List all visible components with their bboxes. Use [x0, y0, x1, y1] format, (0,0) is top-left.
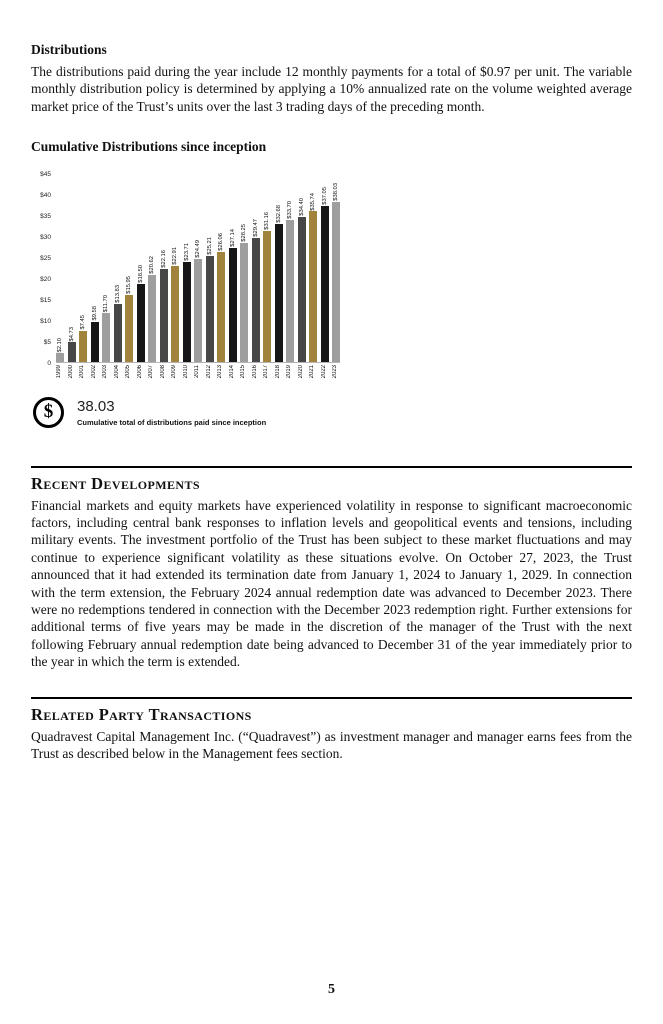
bar-column [137, 172, 145, 362]
bar [194, 259, 202, 362]
bar-column [321, 172, 329, 362]
bar [91, 322, 99, 362]
chart-y-axis [31, 171, 51, 367]
bar-value-label: $33.70 [287, 201, 293, 219]
bar-value-label: $18.50 [137, 265, 144, 284]
bar-column [298, 172, 306, 362]
bar-column [148, 172, 156, 362]
bar [321, 206, 329, 362]
x-tick-label: 2011 [194, 365, 200, 379]
bar [252, 238, 260, 362]
bar-column [183, 172, 191, 362]
bar-value-label: $35.74 [310, 192, 316, 211]
bar [102, 313, 110, 362]
bar-value-label: $25.21 [206, 237, 213, 255]
y-tick-label: $10 [40, 318, 51, 326]
bar-column [68, 172, 76, 362]
bar-value-label: $24.49 [195, 240, 201, 258]
summary-value: 38.03 [77, 397, 115, 415]
bar-column [79, 172, 87, 362]
bar [275, 224, 283, 362]
bar-value-label: $38.03 [333, 182, 339, 201]
bar [286, 220, 294, 362]
x-tick-label: 2014 [228, 365, 235, 379]
y-tick-label: $35 [40, 213, 51, 221]
bar-value-label: $9.58 [91, 306, 98, 321]
y-tick-label: $40 [40, 192, 51, 200]
bar-value-label: $20.62 [149, 256, 155, 275]
x-tick-label: 1999 [56, 365, 62, 379]
chart-summary-text [77, 398, 266, 427]
bar-value-label: $27.14 [229, 228, 236, 247]
bar-value-label: $37.05 [321, 187, 328, 205]
x-tick-label: 2008 [159, 365, 166, 379]
bar-value-label: $32.68 [275, 205, 282, 224]
x-tick-label: 2019 [286, 365, 292, 379]
y-tick-label: 0 [47, 360, 51, 368]
x-tick-label: 2023 [332, 365, 338, 379]
chart-summary [33, 397, 632, 428]
bar [125, 295, 133, 362]
bar-column [102, 172, 110, 362]
bar [148, 275, 156, 362]
bar-column [114, 172, 122, 362]
bar-value-label: $4.73 [68, 326, 75, 342]
y-tick-label: $15 [40, 297, 51, 305]
bar [229, 248, 237, 363]
recent-developments-paragraph: Financial markets and equity markets have experienced volatility in response to significant macroeconomic factors, including central bank responses to inflation levels and geopolitical events and tensions, including military events. The investment portfolio of the Trust has been subject to these market fluctuations and may continue to experience significant volatility as these situations evolve. On October 27, 2023, the Trust announced that it had extended its termination date from January 1, 2024 to January 1, 2029. In connection with the term extension, the February 2024 annual redemption date was advanced to December 2023. There were no redemptions tendered in connection with the December 2023 redemption right. Further extensions for additional terms of five years may be made in the discretion of the manager of the Trust with the next following February annual redemption date being advanced to December 31 of the year immediately prior to the year in which the term is extended. [31, 497, 632, 670]
bar-column [309, 172, 317, 362]
recent-developments-heading: Recent Developments [31, 473, 200, 493]
bar-value-label: $13.83 [114, 285, 121, 303]
cumulative-distributions-chart [31, 173, 632, 378]
distributions-paragraph: The distributions paid during the year include 12 monthly payments for a total of $0.97 per unit. The variable monthly distribution policy is determined by applying a 10% annualized rate on the volume weighted average market price of the Trust’s units over the last 3 trading days of the preceding month. [31, 64, 632, 114]
bar-column [286, 172, 294, 362]
bar [160, 269, 168, 363]
bar-column [252, 172, 260, 362]
bar [240, 243, 248, 362]
chart-plot [56, 173, 340, 363]
bar-column [125, 172, 133, 362]
y-tick-label: $30 [40, 234, 51, 242]
bar [137, 284, 145, 362]
x-tick-label: 2009 [171, 365, 177, 379]
x-tick-label: 2004 [113, 365, 120, 379]
summary-caption: Cumulative total of distributions paid since inception [77, 417, 267, 427]
bar-column [160, 172, 168, 362]
section-divider [31, 466, 632, 468]
y-tick-label: $45 [40, 171, 51, 179]
y-tick-label: $20 [40, 276, 51, 284]
bar-column [217, 172, 225, 362]
bar-column [240, 172, 248, 362]
related-party-heading: Related Party Transactions [31, 704, 252, 724]
x-tick-label: 2021 [309, 365, 315, 379]
x-tick-label: 2017 [263, 365, 269, 379]
page-number: 5 [328, 982, 335, 997]
bar-value-label: $22.16 [160, 249, 167, 268]
y-tick-label: $25 [40, 255, 51, 263]
bar-column [171, 172, 179, 362]
bar [332, 202, 340, 363]
bar [263, 231, 271, 363]
dollar-circle-icon: $ [33, 397, 64, 428]
x-tick-label: 2020 [297, 365, 304, 379]
x-tick-label: 2007 [148, 365, 154, 379]
x-tick-label: 2005 [125, 365, 131, 379]
x-tick-label: 2010 [182, 365, 189, 379]
distributions-heading: Distributions [31, 42, 107, 57]
bar-value-label: $29.47 [252, 219, 259, 237]
bar-value-label: $22.91 [172, 246, 178, 265]
bar-column [275, 172, 283, 362]
x-tick-label: 2013 [217, 365, 223, 379]
x-tick-label: 2006 [136, 365, 143, 379]
x-tick-label: 2000 [67, 365, 74, 379]
chart-x-axis [56, 365, 340, 378]
related-party-paragraph: Quadravest Capital Management Inc. (“Quadravest”) as investment manager and manager earns fees from the Trust as described below in the Management fees section. [31, 728, 632, 762]
bar-column [332, 172, 340, 362]
bar [217, 252, 225, 362]
bar [79, 331, 87, 363]
x-tick-label: 2001 [79, 365, 85, 379]
x-tick-label: 2018 [274, 365, 281, 379]
section-divider [31, 697, 632, 699]
bar [56, 353, 64, 362]
bar [298, 217, 306, 362]
bar-column [56, 172, 64, 362]
bar-value-label: $34.40 [298, 198, 305, 217]
bar-value-label: $15.95 [126, 276, 132, 294]
bar [171, 266, 179, 363]
x-tick-label: 2015 [240, 365, 246, 379]
x-tick-label: 2022 [320, 365, 327, 379]
bar-column [263, 172, 271, 362]
x-tick-label: 2016 [251, 365, 258, 379]
bar [68, 342, 76, 362]
bar-value-label: $7.45 [80, 315, 86, 330]
x-tick-label: 2003 [102, 365, 108, 379]
bar [206, 256, 214, 362]
bar [183, 262, 191, 362]
chart-plot-wrap [56, 173, 340, 378]
bar [114, 304, 122, 362]
bar-value-label: $31.16 [264, 211, 270, 230]
x-tick-label: 2012 [205, 365, 212, 379]
bar-value-label: $26.06 [218, 233, 224, 252]
bar [309, 211, 317, 362]
bar-value-label: $28.25 [241, 224, 247, 242]
bar-value-label: $11.70 [103, 294, 109, 312]
bar-column [91, 172, 99, 362]
bar-value-label: $2.10 [57, 337, 63, 353]
bar-column [206, 172, 214, 362]
chart-title: Cumulative Distributions since inception [31, 139, 267, 155]
bar-value-label: $23.71 [183, 243, 190, 262]
bar-column [229, 172, 237, 362]
x-tick-label: 2002 [90, 365, 97, 379]
y-tick-label: $5 [43, 339, 51, 347]
bar-column [194, 172, 202, 362]
